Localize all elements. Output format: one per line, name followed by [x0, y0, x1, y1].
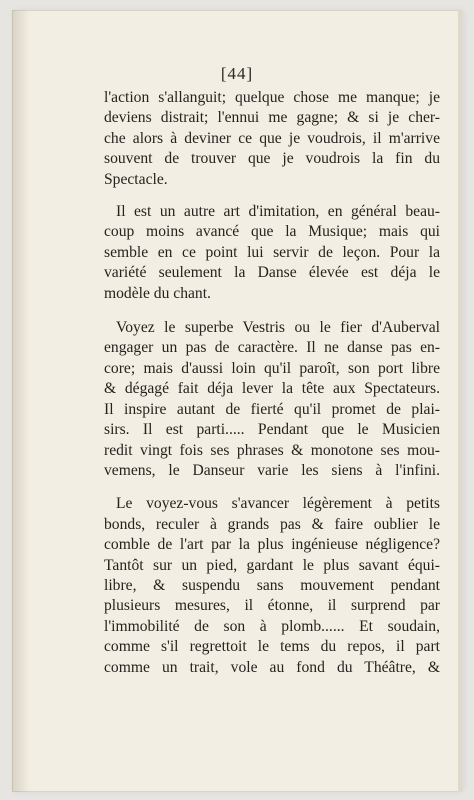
text-line: core; mais d'aussi loin qu'il paroît, son port libre: [104, 359, 440, 377]
text-line: Tantôt sur un pied, gardant le plus savant équi-: [104, 556, 440, 574]
text-line: modèle du chant.: [104, 284, 211, 302]
text-line: sirs. Il est parti..... Pendant que le Musicien: [104, 421, 440, 439]
text-line: vemens, le Danseur varie les siens à l'infini.: [104, 461, 440, 479]
paragraph-2: [104, 202, 440, 304]
page-number: [44]: [220, 64, 254, 83]
text-line: comme un trait, vole au fond du Théâtre, &: [104, 658, 440, 676]
page-edge: [458, 10, 462, 792]
text-line: Il inspire autant de fierté qu'il promet de plai-: [104, 400, 440, 418]
text-line: l'action s'allanguit; quelque chose me manque; je: [104, 89, 440, 106]
text-line: comble de l'art par la plus ingénieuse négligence?: [104, 536, 440, 554]
text-line: deviens distrait; l'ennui me gagne; & si je cher-: [104, 109, 440, 127]
text-line: Voyez le superbe Vestris ou le fier d'Auberval: [116, 319, 440, 337]
text-line: Le voyez-vous s'avancer légèrement à petits: [116, 495, 440, 513]
text-line: & dégagé fait déja lever la tête aux Spectateurs.: [104, 380, 440, 398]
text-line: Spectacle.: [104, 170, 168, 188]
text-line: plusieurs mesures, il étonne, il surprend par: [104, 597, 440, 615]
text-line: libre, & suspendu sans mouvement pendant: [104, 576, 440, 594]
paragraph-1: [104, 88, 440, 190]
paragraph-4: [104, 494, 440, 678]
text-line: comme s'il regrettoit le tems du repos, il part: [104, 638, 440, 656]
text-line: semble en ce point lui servir de leçon. Pour la: [104, 243, 440, 261]
text-line: che alors à deviner ce que je voudrois, il m'arrive: [104, 129, 440, 147]
text-line: variété seulement la Danse élevée est déja le: [104, 264, 440, 282]
text-line: coup moins avancé que la Musique; mais qui: [104, 223, 440, 241]
book-page: [12, 10, 462, 792]
text-line: bonds, reculer à grands pas & faire oublier le: [104, 515, 440, 533]
text-line: redit vingt fois ses phrases & monotone ses mou-: [104, 441, 440, 459]
text-line: engager un pas de caractère. Il ne danse pas en-: [104, 339, 440, 357]
page-gutter-shadow: [12, 10, 30, 792]
text-line: Il est un autre art d'imitation, en général beau-: [116, 203, 440, 221]
paragraph-3: [104, 318, 440, 481]
text-line: souvent de trouver que je voudrois la fin du: [104, 150, 440, 168]
body-text: [104, 88, 440, 678]
text-line: l'immobilité de son à plomb...... Et soudain,: [104, 617, 440, 635]
